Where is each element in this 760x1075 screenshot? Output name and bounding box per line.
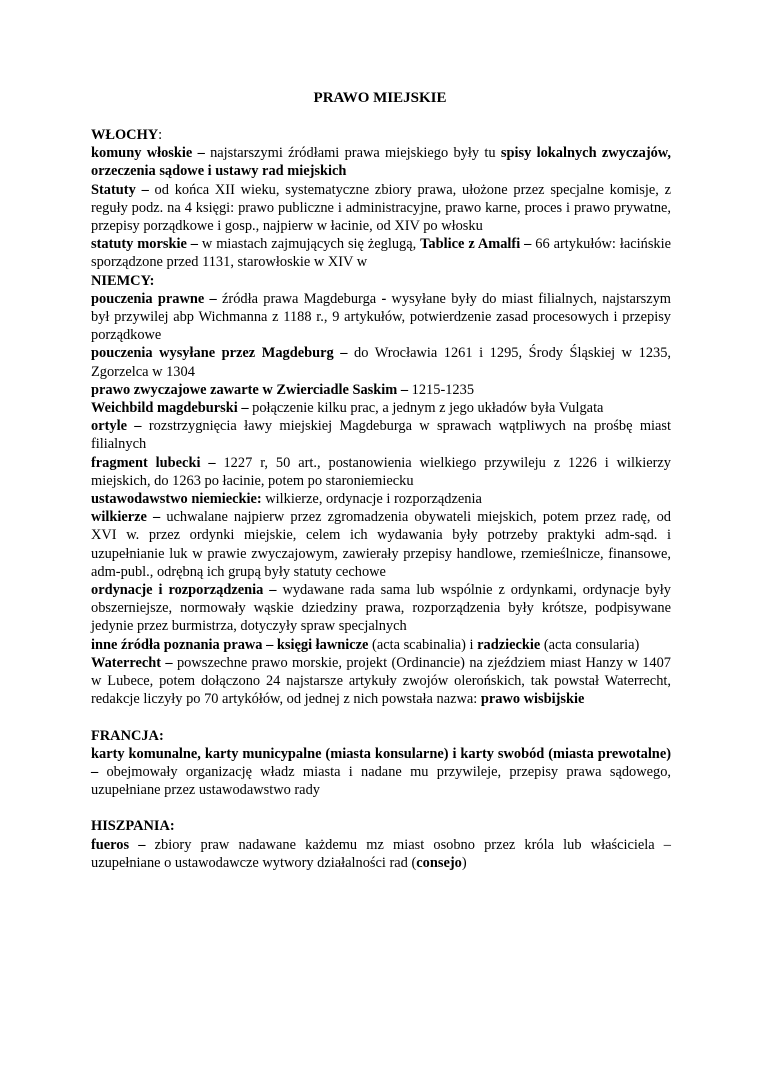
text-run: : [158, 127, 163, 143]
bold-term: Waterrecht – [91, 654, 173, 671]
bold-term: ustawodawstwo niemieckie: [91, 491, 262, 508]
text-run: (acta scabinalia) i [368, 636, 478, 653]
paragraph-zwierciadlo-saskie [91, 381, 671, 399]
text-run: źródła prawa Magdeburga [216, 290, 382, 307]
bold-term: pouczenia wysyłane przez Magdeburg – [91, 345, 348, 362]
bold-term: prawo wisbijskie [480, 691, 585, 708]
bold-term: ortyle – [91, 418, 142, 435]
text-run: połączenie kilku prac, a jednym z jego układów była Vulgata [248, 400, 604, 417]
paragraph-komuny-wloskie [91, 144, 671, 180]
section-spacer [91, 709, 671, 727]
bold-term: karty komunalne, karty municypalne (miasta konsularne) i karty swobód (miasta prewotalne) – [91, 745, 671, 780]
document-body [91, 126, 671, 872]
bold-term: pouczenia prawne – [91, 290, 217, 307]
paragraph-ustawodawstwo [91, 490, 671, 508]
text-run: w miastach zajmujących się żeglugą, [197, 236, 421, 253]
paragraph-inne-zrodla [91, 636, 671, 654]
paragraph-pouczenia-prawne [91, 290, 671, 345]
bold-term: spisy lokalnych zwyczajów, orzeczenia sądowe i ustawy rad miejskich [91, 145, 672, 180]
bold-term: statuty morskie – [91, 236, 198, 253]
section-heading-wlochy [91, 126, 671, 144]
page-title: PRAWO MIEJSKIE [313, 90, 447, 106]
paragraph-weichbild [91, 399, 671, 417]
text-run: uchwalane najpierw przez zgromadzenia obywateli miejskich, potem przez radę, od XVI w. przez ordynki miejskie, celem ich wydawania były potrzeby praktyki adm-sąd. i uzupełnianie luk w prawie zwyczajowym, zawierały przepisy handlowe, rzemieślnicze, finansowe, adm-publ., odrębną ich grupą były statuty cechowe [91, 509, 672, 580]
text-run: od końca XII wieku, systematyczne zbiory prawa, ułożone przez specjalne komisje, z reguły podz. na 4 księgi: prawo publiczne i administracyjne, prawo karne, proces i prawo prywatne, przepisy porządkowe i gosp., najpierw w łacinie, od XIV po włosku [91, 181, 671, 235]
paragraph-pouczenia-magdeburg [91, 344, 671, 380]
bold-term: fueros – [91, 836, 146, 853]
bold-term: WŁOCHY [91, 127, 159, 143]
section-heading-francja: FRANCJA: [91, 727, 164, 744]
text-run: do Wrocławia 1261 i 1295, Środy Śląskiej w 1235, Zgorzelca w 1304 [91, 345, 671, 380]
text-run: rozstrzygnięcia ławy miejskiej Magdeburga w sprawach wątpliwych na prośbę miast filialnych [91, 418, 671, 453]
bold-term: consejo [416, 854, 462, 871]
paragraph-ordynacje [91, 581, 671, 636]
bold-term: inne źródła poznania prawa – księgi ławnicze [91, 636, 369, 653]
paragraph-statuty-morskie [91, 235, 671, 271]
text-run: wilkierze, ordynacje i rozporządzenia [261, 491, 482, 508]
text-run: wydawane rada sama lub wspólnie z ordynkami, ordynacje były obszerniejsze, normowały wąskie dziedziny prawa, rozporządzenia były krótsze, podpisywane jedynie przez burmistrza, dotyczyły spraw specjalnych [91, 582, 671, 635]
bold-term: - [381, 290, 387, 307]
text-run: najstarszymi źródłami prawa miejskiego były tu [204, 145, 501, 162]
paragraph-waterrecht [91, 654, 671, 709]
paragraph-ortyle [91, 417, 671, 453]
bold-term: fragment lubecki – [91, 454, 216, 471]
bold-term: ordynacje i rozporządzenia – [91, 582, 277, 599]
paragraph-karty [91, 745, 671, 800]
text-run: obejmowały organizację władz miasta i nadane mu przywileje, przepisy prawa sądowego, uzupełniane przez ustawodawstwo rady [91, 763, 671, 799]
paragraph-fragment-lubecki [91, 454, 671, 490]
text-run: 1215-1235 [408, 381, 475, 398]
text-run: zbiory praw nadawane każdemu mz miast osobno przez króla lub właściciela – uzupełniane o ustawodawcze wytwory działalności rad ( [91, 836, 671, 871]
paragraph-wilkierze [91, 508, 671, 581]
text-run: ) [461, 854, 467, 871]
section-heading-niemcy: NIEMCY: [91, 272, 155, 289]
paragraph-statuty [91, 181, 671, 236]
bold-term: Statuty – [91, 181, 149, 198]
bold-term: Tablice z Amalfi – [420, 236, 532, 253]
text-run: wysyłane były do miast filialnych, najstarszym był przywilej abp Wichmanna z 1188 r., 9 artykułów, potwierdzenie zasad procesowych i przepisy porządkowe [91, 290, 671, 344]
paragraph-fueros [91, 836, 671, 872]
text-run: (acta consularia) [540, 636, 640, 653]
bold-term: radzieckie [477, 636, 541, 653]
bold-term: prawo zwyczajowe zawarte w Zwierciadle Saskim – [91, 381, 409, 398]
bold-term: wilkierze – [91, 509, 161, 526]
text-run: powszechne prawo morskie, projekt (Ordinancie) na zjeździem miast Hanzy w 1407 w Lubece, potem dołączono 24 najstarsze artykuły zwojów olerońskich, tak powstał Waterrecht, redakcje liczyły po 70 artykółów, od jednej z nich powstała nazwa: [91, 654, 671, 708]
text-run: 1227 r, 50 art., postanowienia wielkiego przywileju z 1226 i wilkierzy miejskich, do 1263 po łacinie, potem po staroniemiecku [91, 454, 671, 489]
text-run: 66 artykułów: łacińskie sporządzone przed 1131, starowłoskie w XIV w [91, 236, 671, 271]
section-spacer [91, 799, 671, 817]
bold-term: komuny włoskie – [91, 145, 205, 162]
section-heading-hiszpania: HISZPANIA: [91, 818, 175, 835]
bold-term: Weichbild magdeburski – [91, 400, 249, 417]
